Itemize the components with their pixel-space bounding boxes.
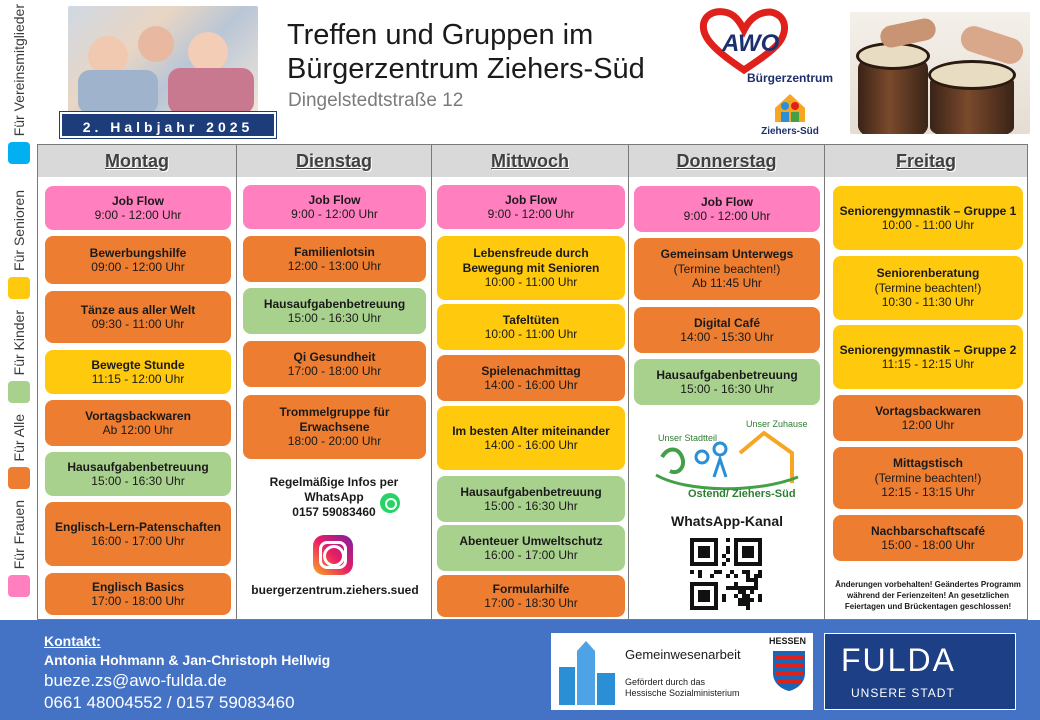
awo-logo-text: AWO: [722, 30, 780, 57]
day-header-freitag: Freitag: [825, 145, 1027, 177]
legend-swatch-orange: [8, 467, 30, 489]
gwa-houses-icon: [555, 637, 619, 707]
instagram-icon[interactable]: [313, 535, 353, 575]
page-title: [287, 18, 645, 86]
whatsapp-info: Regelmäßige Infos per WhatsApp 0157 59083460: [269, 475, 399, 519]
event-mittwoch-lebensfreude: Lebensfreude durch Bewegung mit Senioren 10:00 - 11:00 Uhr: [437, 236, 625, 300]
gwa-title: Gemeinwesenarbeit: [625, 647, 741, 662]
gwa-subtitle: Gefördert durch das Hessische Sozialministerium: [625, 677, 740, 698]
day-header-dienstag: Dienstag: [237, 145, 432, 177]
legend-senioren: Für Senioren: [6, 190, 32, 299]
event-donnerstag-digital-cafe: Digital Café 14:00 - 15:30 Uhr: [634, 307, 820, 353]
logo-text-unser-stadtteil: Unser Stadtteil: [658, 433, 718, 443]
contact-heading: Kontakt:: [44, 633, 101, 649]
weekly-schedule: [37, 144, 1028, 620]
drums-photo: [850, 12, 1030, 134]
event-montag-hausaufgabenbetreuung: Hausaufgabenbetreuung 15:00 - 16:30 Uhr: [45, 452, 231, 496]
event-freitag-seniorengymnastik-1: Seniorengymnastik – Gruppe 1 10:00 - 11:00 Uhr: [833, 186, 1023, 250]
whatsapp-icon[interactable]: [380, 493, 400, 513]
contact-phones[interactable]: 0661 48004552 / 0157 59083460: [44, 693, 295, 712]
event-donnerstag-gemeinsam-unterwegs: Gemeinsam Unterwegs (Termine beachten!) Ab 11:45 Uhr: [634, 238, 820, 300]
legend-swatch-green: [8, 381, 30, 403]
event-freitag-nachbarschaftscafe: Nachbarschaftscafé 15:00 - 18:00 Uhr: [833, 515, 1023, 561]
event-mittwoch-hausaufgabenbetreuung: Hausaufgabenbetreuung 15:00 - 16:30 Uhr: [437, 476, 625, 522]
fulda-name: FULDA: [841, 642, 956, 678]
title-line-1: Treffen und Gruppen im: [287, 19, 594, 51]
footer: [0, 620, 1040, 720]
address: Dingelstedtstraße 12: [288, 90, 464, 111]
fulda-subtitle: UNSERE STADT: [851, 686, 955, 700]
event-mittwoch-im-besten-alter: Im besten Alter miteinander 14:00 - 16:00 Uhr: [437, 406, 625, 470]
event-dienstag-qi-gesundheit: Qi Gesundheit 17:00 - 18:00 Uhr: [243, 341, 426, 387]
event-dienstag-job-flow: Job Flow 9:00 - 12:00 Uhr: [243, 185, 426, 229]
legend-vereinsmitglieder: Für Vereinsmitglieder: [6, 4, 32, 164]
event-mittwoch-abenteuer-umweltschutz: Abenteuer Umweltschutz 16:00 - 17:00 Uhr: [437, 525, 625, 571]
event-freitag-mittagstisch: Mittagstisch (Termine beachten!) 12:15 - 13:15 Uhr: [833, 447, 1023, 509]
buergerzentrum-logo: [745, 62, 835, 138]
target-group-legend: [6, 4, 32, 608]
contact-email[interactable]: bueze.zs@awo-fulda.de: [44, 671, 227, 690]
svg-text:Ziehers-Süd: Ziehers-Süd: [761, 126, 819, 137]
event-montag-taenze: Tänze aus aller Welt 09:30 - 11:00 Uhr: [45, 291, 231, 343]
title-line-2: Bürgerzentrum Ziehers-Süd: [287, 53, 645, 85]
event-montag-englisch-basics: Englisch Basics 17:00 - 18:00 Uhr: [45, 573, 231, 615]
legend-swatch-pink: [8, 575, 30, 597]
event-donnerstag-hausaufgabenbetreuung: Hausaufgabenbetreuung 15:00 - 16:30 Uhr: [634, 359, 820, 405]
contact-block: [44, 632, 330, 714]
event-mittwoch-tafeltueten: Tafeltüten 10:00 - 11:00 Uhr: [437, 304, 625, 350]
legend-frauen: Für Frauen: [6, 500, 32, 597]
legend-kinder: Für Kinder: [6, 310, 32, 403]
legend-swatch-yellow: [8, 277, 30, 299]
half-year-badge: 2. Halbjahr 2025: [60, 112, 276, 138]
gemeinwesenarbeit-logo: [551, 633, 813, 710]
event-mittwoch-spielenachmittag: Spielenachmittag 14:00 - 16:00 Uhr: [437, 355, 625, 401]
event-freitag-seniorengymnastik-2: Seniorengymnastik – Gruppe 2 11:15 - 12:15 Uhr: [833, 325, 1023, 389]
svg-text:Bürgerzentrum: Bürgerzentrum: [746, 71, 834, 85]
seniors-photo: [68, 6, 258, 114]
event-montag-vortagsbackwaren: Vortagsbackwaren Ab 12:00 Uhr: [45, 400, 231, 446]
ostend-ziehers-sued-logo: [648, 417, 808, 501]
event-montag-englisch-lern-patenschaften: Englisch-Lern-Patenschaften 16:00 - 17:00 Uhr: [45, 502, 231, 566]
logo-text-ostend: Ostend/ Ziehers-Süd: [688, 488, 796, 500]
whatsapp-channel-label: WhatsApp-Kanal: [671, 513, 783, 529]
fulda-logo: [824, 633, 1016, 710]
legend-swatch-blue: [8, 142, 30, 164]
event-dienstag-trommelgruppe: Trommelgruppe für Erwachsene 18:00 - 20:00 Uhr: [243, 395, 426, 459]
event-donnerstag-job-flow: Job Flow 9:00 - 12:00 Uhr: [634, 186, 820, 232]
event-freitag-seniorenberatung: Seniorenberatung (Termine beachten!) 10:30 - 11:30 Uhr: [833, 256, 1023, 320]
logo-text-unser-zuhause: Unser Zuhause: [746, 419, 808, 429]
event-mittwoch-job-flow: Job Flow 9:00 - 12:00 Uhr: [437, 185, 625, 229]
day-header-donnerstag: Donnerstag: [629, 145, 825, 177]
event-montag-bewegte-stunde: Bewegte Stunde 11:15 - 12:00 Uhr: [45, 350, 231, 394]
event-montag-bewerbungshilfe: Bewerbungshilfe 09:00 - 12:00 Uhr: [45, 236, 231, 284]
event-freitag-vortagsbackwaren: Vortagsbackwaren 12:00 Uhr: [833, 395, 1023, 441]
whatsapp-qr-code[interactable]: [690, 538, 762, 610]
event-mittwoch-formularhilfe: Formularhilfe 17:00 - 18:30 Uhr: [437, 575, 625, 617]
event-montag-job-flow: Job Flow 9:00 - 12:00 Uhr: [45, 186, 231, 230]
event-dienstag-hausaufgabenbetreuung: Hausaufgabenbetreuung 15:00 - 16:30 Uhr: [243, 288, 426, 334]
day-header-mittwoch: Mittwoch: [432, 145, 629, 177]
event-dienstag-familienlotsin: Familienlotsin 12:00 - 13:00 Uhr: [243, 236, 426, 282]
legend-alle: Für Alle: [6, 414, 32, 489]
instagram-handle[interactable]: buergerzentrum.ziehers.sued: [251, 583, 419, 597]
hessen-label: HESSEN: [769, 636, 807, 646]
day-header-montag: Montag: [38, 145, 237, 177]
hessen-lion-icon: [771, 649, 807, 693]
contact-names: Antonia Hohmann & Jan-Christoph Hellwig: [44, 652, 331, 668]
closure-notice: Änderungen vorbehalten! Geändertes Programm während der Ferienzeiten! An gesetzlichen Feiertagen und Brückentagen geschlossen!: [835, 580, 1021, 611]
